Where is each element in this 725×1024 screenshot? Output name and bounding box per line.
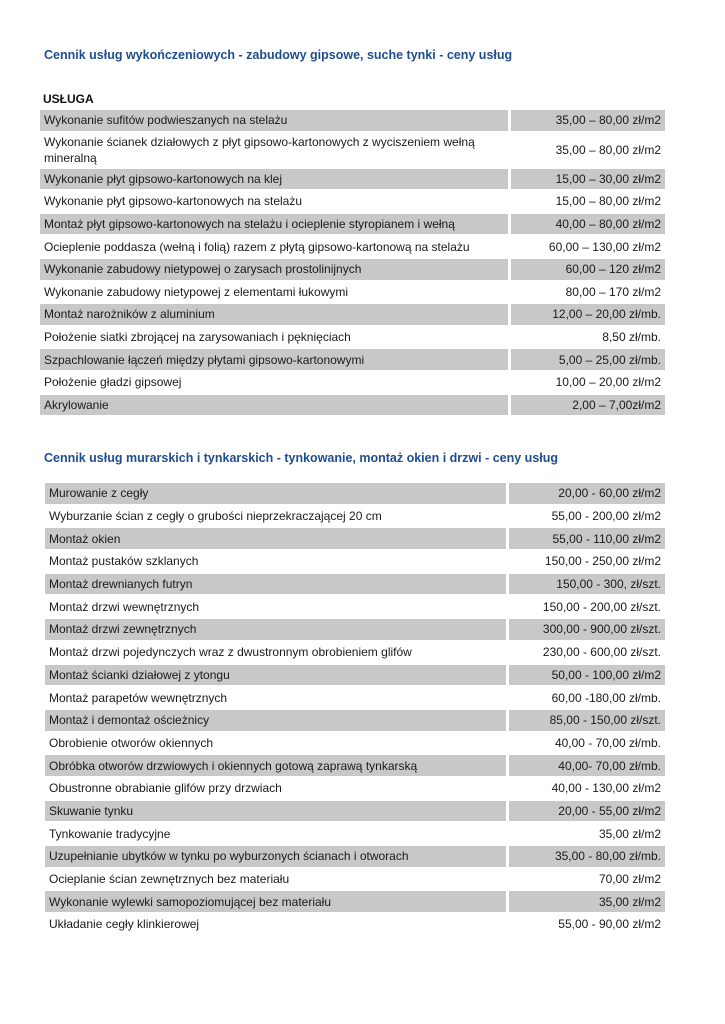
service-name: Skuwanie tynku — [45, 801, 506, 822]
service-name: Montaż drzwi pojedynczych wraz z dwustronnym obrobieniem glifów — [49, 645, 412, 660]
service-name: Uzupełnianie ubytków w tynku po wyburzonych ścianach i otworach — [45, 846, 506, 867]
service-name: Montaż ścianki działowej z ytongu — [45, 665, 506, 686]
service-price: 20,00 - 55,00 zł/m2 — [509, 801, 665, 822]
section-title-masonry: Cennik usług murarskich i tynkarskich - tynkowanie, montaż okien i drzwi - ceny usług — [44, 451, 559, 465]
table-row — [40, 133, 665, 167]
service-price: 40,00 - 130,00 zł/m2 — [551, 781, 661, 796]
table-row — [45, 483, 665, 504]
service-price: 55,00 - 110,00 zł/m2 — [509, 528, 665, 549]
service-name: Montaż drzwi wewnętrznych — [49, 599, 200, 614]
service-price: 35,00 zł/m2 — [598, 826, 661, 841]
service-price: 8,50 zł/mb. — [602, 330, 661, 345]
table-row — [40, 327, 665, 348]
table-row — [40, 169, 665, 190]
table-row — [45, 755, 665, 776]
table-row — [45, 710, 665, 731]
table-row — [45, 596, 665, 617]
service-name: Montaż parapetów wewnętrznych — [49, 690, 228, 705]
service-name: Tynkowanie tradycyjne — [49, 826, 171, 841]
table-row — [45, 665, 665, 686]
column-header-service: USŁUGA — [43, 92, 94, 106]
service-name: Położenie gładzi gipsowej — [44, 375, 182, 390]
service-name: Ocieplanie ścian zewnętrznych bez materiału — [49, 872, 290, 887]
table-row — [45, 642, 665, 663]
service-price: 10,00 – 20,00 zł/m2 — [555, 375, 661, 390]
service-name: Wykonanie zabudowy nietypowej z elementami łukowymi — [44, 284, 349, 299]
table-row — [40, 304, 665, 325]
service-name: Murowanie z cegły — [45, 483, 506, 504]
service-price: 20,00 - 60,00 zł/m2 — [509, 483, 665, 504]
service-price: 80,00 – 170 zł/m2 — [565, 284, 661, 299]
service-price: 150,00 - 250,00 zł/m2 — [544, 554, 661, 569]
service-name: Wykonanie płyt gipsowo-kartonowych na klej — [40, 169, 508, 190]
table-row — [45, 574, 665, 595]
service-price: 70,00 zł/m2 — [598, 872, 661, 887]
service-price: 35,00 - 80,00 zł/mb. — [509, 846, 665, 867]
service-price: 55,00 - 200,00 zł/m2 — [551, 509, 661, 524]
table-row — [40, 110, 665, 131]
service-price: 60,00 – 130,00 zł/m2 — [548, 239, 661, 254]
service-price: 300,00 - 900,00 zł/szt. — [509, 619, 665, 640]
service-name: Wykonanie płyt gipsowo-kartonowych na stelażu — [44, 194, 303, 209]
table-row — [45, 869, 665, 890]
service-name: Wyburzanie ścian z cegły o grubości nieprzekraczającej 20 cm — [49, 509, 382, 524]
service-name: Obrobienie otworów okiennych — [49, 735, 214, 750]
service-name: Obróbka otworów drzwiowych i okiennych gotową zaprawą tynkarską — [45, 755, 506, 776]
service-price: 40,00 - 70,00 zł/mb. — [554, 735, 661, 750]
service-name: Montaż drewnianych futryn — [45, 574, 506, 595]
table-row — [45, 891, 665, 912]
table-row — [45, 801, 665, 822]
table-row — [45, 551, 665, 572]
table-row — [40, 259, 665, 280]
service-price: 55,00 - 90,00 zł/m2 — [558, 917, 661, 932]
table-row — [45, 619, 665, 640]
service-price: 60,00 – 120 zł/m2 — [511, 259, 665, 280]
service-price: 40,00- 70,00 zł/mb. — [509, 755, 665, 776]
table-row — [45, 506, 665, 527]
service-name: Montaż drzwi zewnętrznych — [45, 619, 506, 640]
table-row — [45, 733, 665, 754]
table-row — [40, 191, 665, 212]
service-price: 50,00 - 100,00 zł/m2 — [509, 665, 665, 686]
service-price: 35,00 – 80,00 zł/m2 — [511, 110, 665, 131]
service-name: Montaż i demontaż ościeżnicy — [45, 710, 506, 731]
service-name: Montaż okien — [45, 528, 506, 549]
service-price: 150,00 - 200,00 zł/szt. — [542, 599, 661, 614]
service-name: Układanie cegły klinkierowej — [49, 917, 200, 932]
service-price: 150,00 - 300, zł/szt. — [509, 574, 665, 595]
service-price: 35,00 zł/m2 — [509, 891, 665, 912]
table-row — [40, 372, 665, 393]
section-title-finishing: Cennik usług wykończeniowych - zabudowy gipsowe, suche tynki - ceny usług — [44, 48, 513, 62]
service-name: Montaż pustaków szklanych — [49, 554, 199, 569]
service-name: Montaż płyt gipsowo-kartonowych na stelażu i ocieplenie styropianem i wełną — [40, 214, 508, 235]
service-name: Akrylowanie — [40, 395, 508, 416]
finishing-price-table — [40, 108, 665, 417]
masonry-price-table — [45, 481, 665, 937]
service-name: Obustronne obrabianie glifów przy drzwiach — [49, 781, 282, 796]
service-price: 40,00 – 80,00 zł/m2 — [511, 214, 665, 235]
service-price: 85,00 - 150,00 zł/szt. — [509, 710, 665, 731]
service-price: 35,00 – 80,00 zł/m2 — [555, 142, 661, 157]
service-price: 15,00 – 30,00 zł/m2 — [511, 169, 665, 190]
table-row — [45, 528, 665, 549]
service-price: 2,00 – 7,00zł/m2 — [511, 395, 665, 416]
table-row — [45, 914, 665, 935]
table-row — [40, 282, 665, 303]
table-row — [45, 778, 665, 799]
service-price: 12,00 – 20,00 zł/mb. — [511, 304, 665, 325]
service-name: Montaż narożników z aluminium — [40, 304, 508, 325]
service-name: Wykonanie sufitów podwieszanych na stelażu — [40, 110, 508, 131]
table-row — [40, 236, 665, 257]
service-name: Ocieplenie poddasza (wełną i folią) razem z płytą gipsowo-kartonową na stelażu — [44, 239, 470, 254]
service-name: Położenie siatki zbrojącej na zarysowaniach i pęknięciach — [44, 330, 351, 345]
service-name: Wykonanie zabudowy nietypowej o zarysach prostolinijnych — [40, 259, 508, 280]
service-price: 15,00 – 80,00 zł/m2 — [555, 194, 661, 209]
service-price: 60,00 -180,00 zł/mb. — [551, 690, 661, 705]
service-name: Szpachlowanie łączeń między płytami gipsowo-kartonowymi — [40, 349, 508, 370]
service-price: 5,00 – 25,00 zł/mb. — [511, 349, 665, 370]
table-row — [40, 395, 665, 416]
table-row — [45, 846, 665, 867]
table-row — [40, 349, 665, 370]
table-row — [40, 214, 665, 235]
service-name: Wykonanie ścianek działowych z płyt gipsowo-kartonowych z wyciszeniem wełną mineralną — [44, 134, 475, 165]
table-row — [45, 823, 665, 844]
service-price: 230,00 - 600,00 zł/szt. — [542, 645, 661, 660]
table-row — [45, 687, 665, 708]
service-name: Wykonanie wylewki samopoziomującej bez materiału — [45, 891, 506, 912]
